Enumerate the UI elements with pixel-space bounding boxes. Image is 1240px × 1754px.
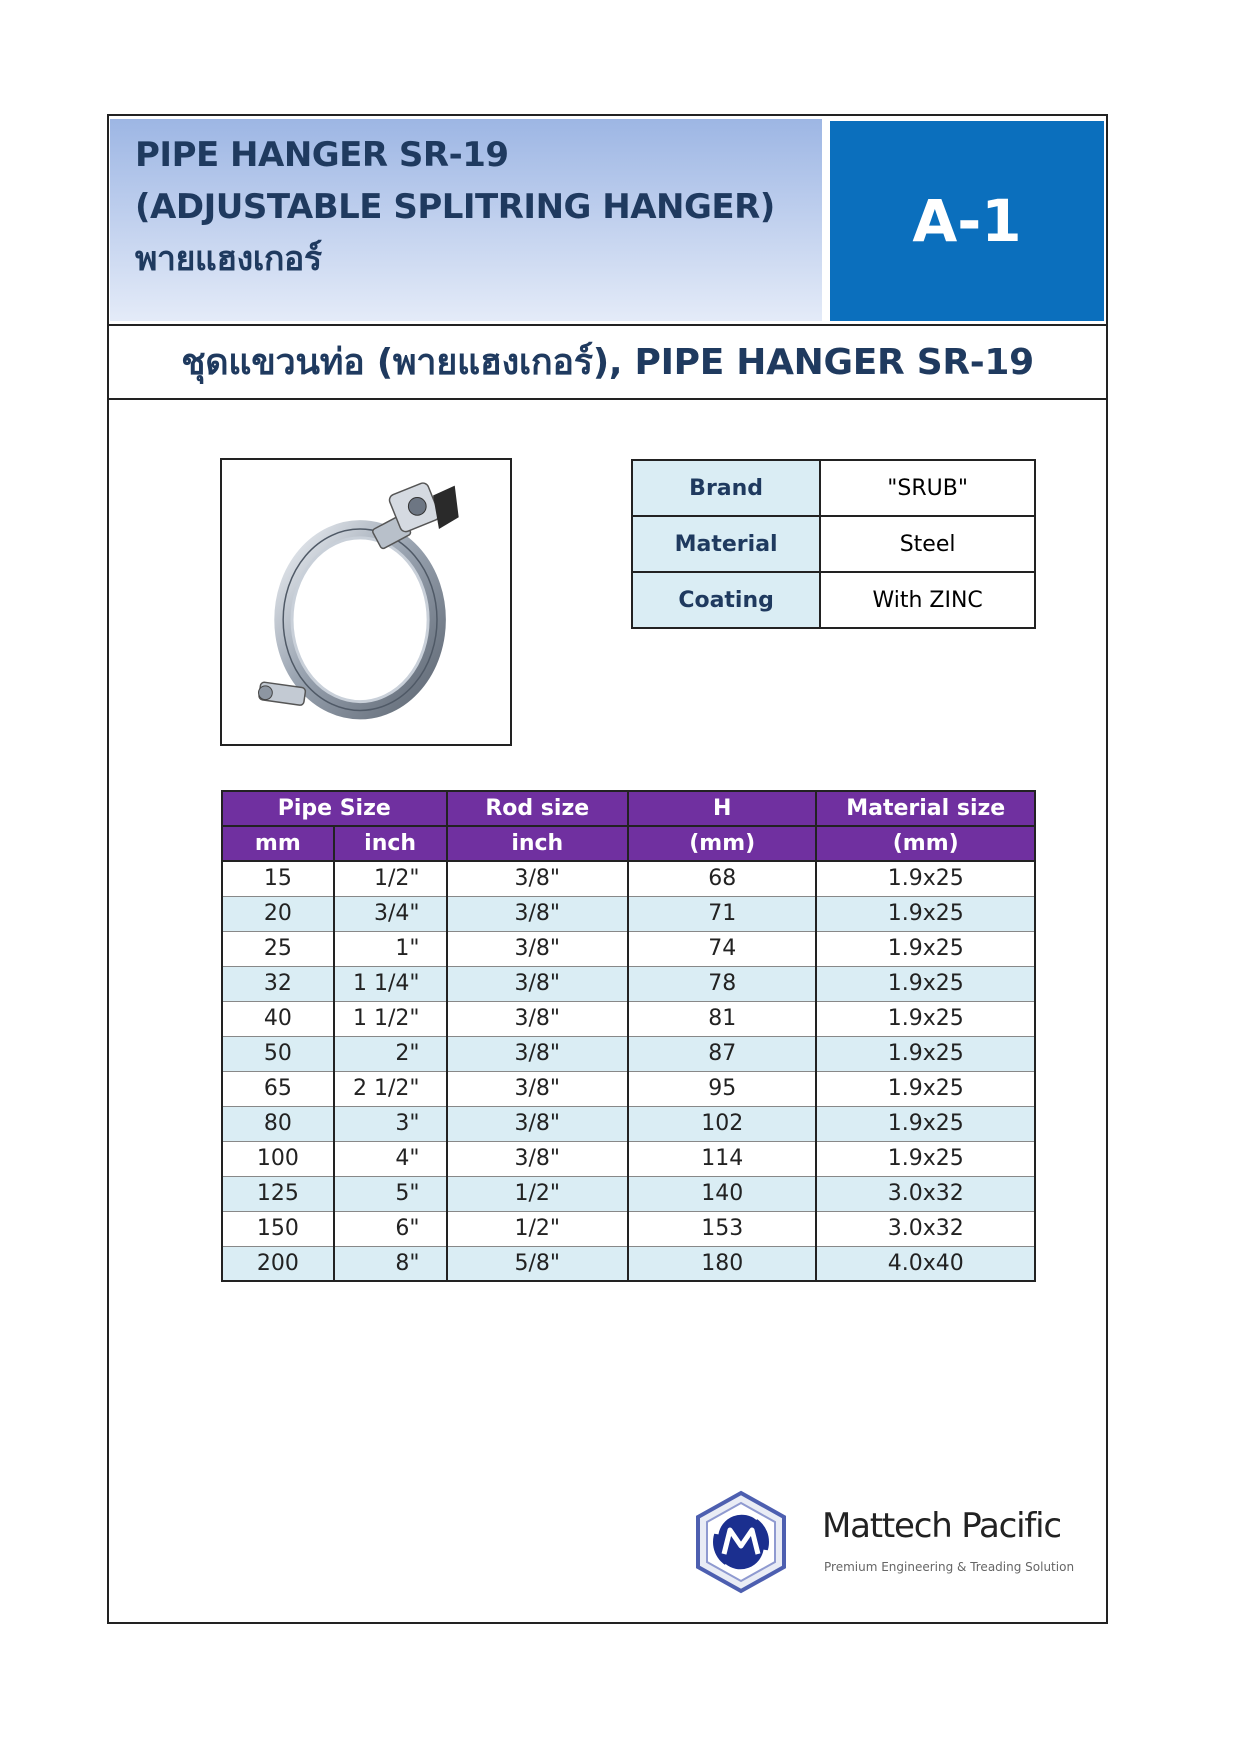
catalog-code-badge: [830, 121, 1104, 321]
spec-label: Material: [632, 516, 820, 572]
cell-h: 81: [628, 1001, 816, 1036]
table-row: [222, 1071, 1035, 1106]
company-name: Mattech Pacific: [822, 1506, 1061, 1546]
cell-rod-size: 3/8": [447, 931, 628, 966]
table-row: [222, 861, 1035, 896]
cell-inch: 5": [334, 1176, 447, 1211]
cell-rod-size: 1/2": [447, 1211, 628, 1246]
cell-rod-size: 3/8": [447, 966, 628, 1001]
cell-mm: 150: [222, 1211, 334, 1246]
table-row: [222, 931, 1035, 966]
cell-material-size: 1.9x25: [816, 1141, 1035, 1176]
size-table-unit-row: [222, 826, 1035, 861]
cell-rod-size: 5/8": [447, 1246, 628, 1281]
product-photo: [220, 458, 512, 746]
spec-value: With ZINC: [820, 572, 1035, 628]
cell-h: 140: [628, 1176, 816, 1211]
table-row: [222, 1246, 1035, 1281]
table-row: [222, 896, 1035, 931]
subtitle-divider: [107, 398, 1108, 400]
spec-label: Brand: [632, 460, 820, 516]
cell-material-size: 1.9x25: [816, 1001, 1035, 1036]
cell-material-size: 4.0x40: [816, 1246, 1035, 1281]
spec-row: [632, 572, 1035, 628]
cell-material-size: 1.9x25: [816, 1071, 1035, 1106]
col-unit-mm: mm: [222, 826, 334, 861]
cell-rod-size: 3/8": [447, 896, 628, 931]
table-row: [222, 1211, 1035, 1246]
cell-h: 114: [628, 1141, 816, 1176]
spec-table: [631, 459, 1036, 629]
col-unit-material-mm: (mm): [816, 826, 1035, 861]
cell-mm: 100: [222, 1141, 334, 1176]
table-row: [222, 1176, 1035, 1211]
spec-label: Coating: [632, 572, 820, 628]
cell-mm: 50: [222, 1036, 334, 1071]
cell-mm: 32: [222, 966, 334, 1001]
col-unit-inch: inch: [334, 826, 447, 861]
cell-rod-size: 3/8": [447, 861, 628, 896]
cell-h: 87: [628, 1036, 816, 1071]
cell-material-size: 3.0x32: [816, 1211, 1035, 1246]
cell-inch: 1": [334, 931, 447, 966]
header-title-panel: [110, 119, 822, 321]
size-table: [221, 790, 1036, 1282]
table-row: [222, 1036, 1035, 1071]
table-row: [222, 966, 1035, 1001]
cell-rod-size: 1/2": [447, 1176, 628, 1211]
cell-inch: 8": [334, 1246, 447, 1281]
cell-mm: 20: [222, 896, 334, 931]
cell-h: 180: [628, 1246, 816, 1281]
cell-material-size: 1.9x25: [816, 896, 1035, 931]
spec-value: Steel: [820, 516, 1035, 572]
cell-h: 68: [628, 861, 816, 896]
page-subtitle: ชุดแขวนท่อ (พายแฮงเกอร์), PIPE HANGER SR-19: [181, 341, 1034, 383]
pipe-hanger-illustration: [222, 460, 510, 744]
table-row: [222, 1106, 1035, 1141]
col-unit-rod-inch: inch: [447, 826, 628, 861]
cell-material-size: 1.9x25: [816, 861, 1035, 896]
cell-inch: 1 1/4": [334, 966, 447, 1001]
cell-h: 102: [628, 1106, 816, 1141]
title-line-3: พายแฮงเกอร์: [135, 239, 322, 279]
company-logo: [694, 1490, 788, 1594]
cell-material-size: 3.0x32: [816, 1176, 1035, 1211]
cell-inch: 1 1/2": [334, 1001, 447, 1036]
cell-rod-size: 3/8": [447, 1106, 628, 1141]
cell-inch: 6": [334, 1211, 447, 1246]
size-table-header-row: [222, 791, 1035, 826]
cell-inch: 3": [334, 1106, 447, 1141]
cell-inch: 2 1/2": [334, 1071, 447, 1106]
cell-h: 74: [628, 931, 816, 966]
cell-material-size: 1.9x25: [816, 966, 1035, 1001]
col-header-pipe-size: Pipe Size: [222, 791, 447, 826]
title-line-2: (ADJUSTABLE SPLITRING HANGER): [135, 187, 775, 227]
cell-mm: 200: [222, 1246, 334, 1281]
cell-rod-size: 3/8": [447, 1141, 628, 1176]
table-row: [222, 1001, 1035, 1036]
cell-inch: 3/4": [334, 896, 447, 931]
cell-material-size: 1.9x25: [816, 931, 1035, 966]
title-line-1: PIPE HANGER SR-19: [135, 135, 509, 175]
cell-material-size: 1.9x25: [816, 1036, 1035, 1071]
cell-inch: 4": [334, 1141, 447, 1176]
spec-row: [632, 460, 1035, 516]
cell-rod-size: 3/8": [447, 1001, 628, 1036]
cell-mm: 65: [222, 1071, 334, 1106]
col-header-h: H: [628, 791, 816, 826]
cell-mm: 80: [222, 1106, 334, 1141]
cell-h: 95: [628, 1071, 816, 1106]
cell-material-size: 1.9x25: [816, 1106, 1035, 1141]
mattech-hexagon-logo-icon: [694, 1490, 788, 1594]
cell-inch: 2": [334, 1036, 447, 1071]
cell-mm: 15: [222, 861, 334, 896]
cell-mm: 40: [222, 1001, 334, 1036]
cell-inch: 1/2": [334, 861, 447, 896]
company-tagline: Premium Engineering & Treading Solution: [824, 1560, 1075, 1574]
cell-mm: 25: [222, 931, 334, 966]
col-header-material-size: Material size: [816, 791, 1035, 826]
cell-mm: 125: [222, 1176, 334, 1211]
col-unit-h-mm: (mm): [628, 826, 816, 861]
cell-h: 78: [628, 966, 816, 1001]
spec-row: [632, 516, 1035, 572]
cell-rod-size: 3/8": [447, 1071, 628, 1106]
cell-rod-size: 3/8": [447, 1036, 628, 1071]
catalog-code: A-1: [912, 187, 1022, 255]
col-header-rod-size: Rod size: [447, 791, 628, 826]
table-row: [222, 1141, 1035, 1176]
cell-h: 71: [628, 896, 816, 931]
cell-h: 153: [628, 1211, 816, 1246]
spec-value: "SRUB": [820, 460, 1035, 516]
